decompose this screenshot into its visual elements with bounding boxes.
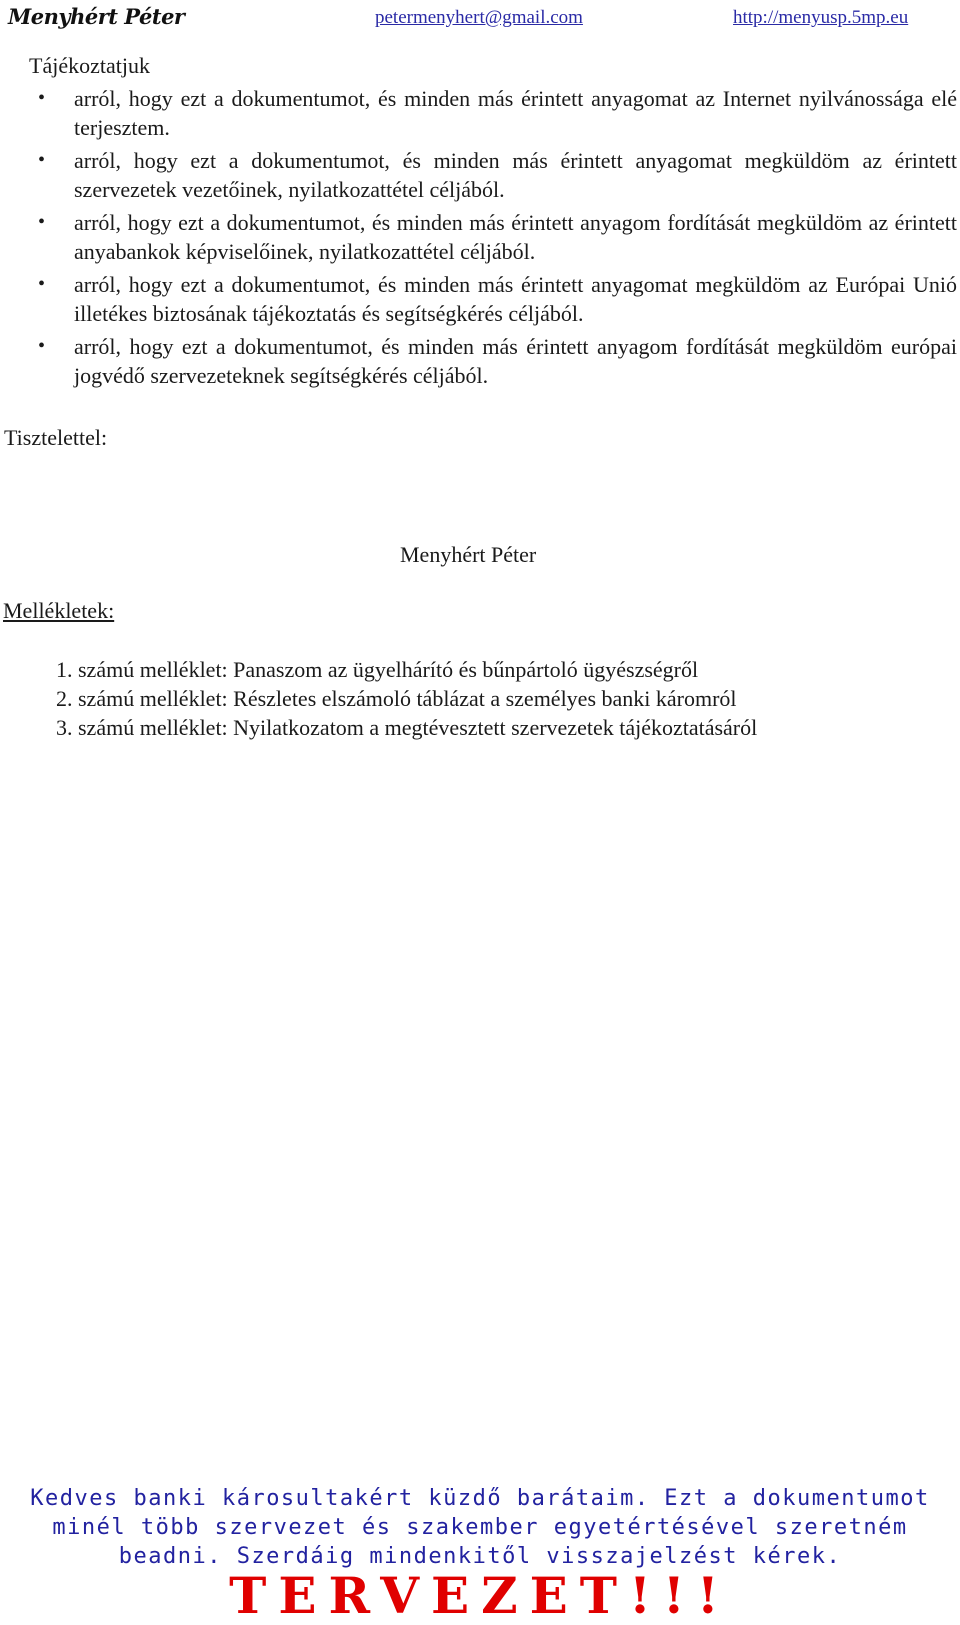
attachments-heading: Mellékletek: <box>3 598 115 623</box>
bullet-icon: • <box>38 335 46 357</box>
bullet-icon: • <box>38 211 46 233</box>
notice-item <box>30 332 957 390</box>
draft-stamp: TERVEZET!!! <box>229 1566 731 1625</box>
notice-list <box>30 84 957 394</box>
email-link[interactable]: petermenyhert@gmail.com <box>375 7 583 28</box>
notice-item <box>30 84 957 142</box>
notice-item <box>30 208 957 266</box>
closing-text: Tisztelettel: <box>4 425 108 450</box>
notice-item <box>30 146 957 204</box>
page-header <box>0 4 960 30</box>
notice-item-text: arról, hogy ezt a dokumentumot, és minden más érintett anyagomat megküldöm az érintett szervezetek vezetőinek, nyilatkozattétel céljából. <box>74 148 957 202</box>
attachments-list <box>56 655 757 742</box>
notice-item-text: arról, hogy ezt a dokumentumot, és minden más érintett anyagomat megküldöm az Európai Unió illetékes biztosának tájékoztatás és segítségkérés céljából. <box>74 272 957 326</box>
bullet-icon: • <box>38 149 46 171</box>
notice-item-text: arról, hogy ezt a dokumentumot, és minden más érintett anyagomat az Internet nyilvánossága elé terjesztem. <box>74 86 957 140</box>
website-link[interactable]: http://menyusp.5mp.eu <box>733 7 909 28</box>
signature: Menyhért Péter <box>400 542 537 567</box>
attachment-item: 1. számú melléklet: Panaszom az ügyelhárító és bűnpártoló ügyészségről <box>56 657 699 682</box>
notice-item-text: arról, hogy ezt a dokumentumot, és minden más érintett anyagom fordítását megküldöm az érintett anyabankok képviselőinek, nyilatkozattétel céljából. <box>74 210 957 264</box>
notice-item <box>30 270 957 328</box>
bullet-icon: • <box>38 273 46 295</box>
author-name: Menyhért Péter <box>8 4 185 29</box>
footer-note: Kedves banki károsultakért küzdő barátaim. Ezt a dokumentumot minél több szervezet és szakember egyetértésével szeretném beadni. Szerdáig mindenkitől visszajelzést kérek. <box>30 1486 930 1569</box>
attachment-item: 2. számú melléklet: Részletes elszámoló táblázat a személyes banki káromról <box>56 686 737 711</box>
bullet-icon: • <box>38 87 46 109</box>
intro-text: Tájékoztatjuk <box>29 53 150 78</box>
attachment-item: 3. számú melléklet: Nyilatkozatom a megtévesztett szervezetek tájékoztatásáról <box>56 715 758 740</box>
notice-item-text: arról, hogy ezt a dokumentumot, és minden más érintett anyagom fordítását megküldöm európai jogvédő szervezeteknek segítségkérés céljából. <box>74 334 957 388</box>
